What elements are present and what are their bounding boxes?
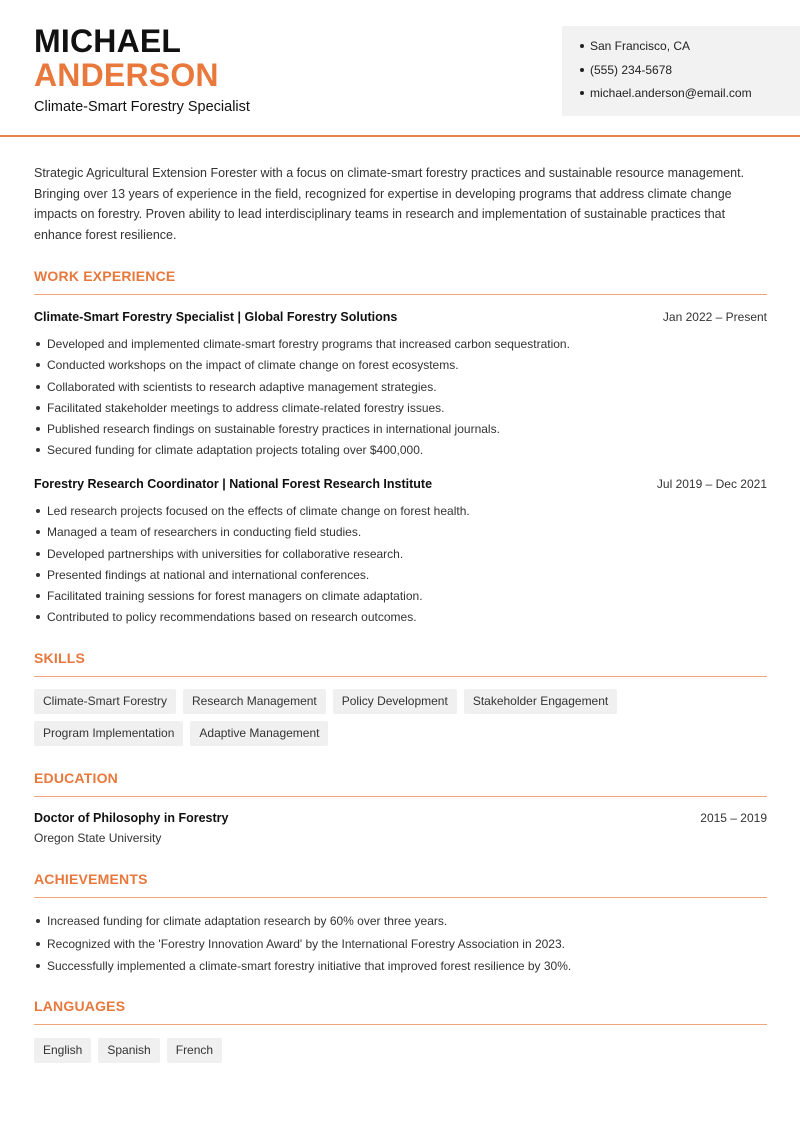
section-title-achievements: ACHIEVEMENTS [34,871,148,887]
section-title-languages: LANGUAGES [34,998,126,1014]
skill-tag: Research Management [183,689,326,714]
job-header [34,477,767,495]
list-item: Contributed to policy recommendations based on research outcomes. [34,609,767,630]
language-tag: French [167,1038,222,1063]
education-school: Oregon State University [34,831,162,845]
list-item: Collaborated with scientists to research adaptive management strategies. [34,379,767,400]
skill-tag: Adaptive Management [190,721,328,746]
list-item: Conducted workshops on the impact of climate change on forest ecosystems. [34,357,767,378]
section-title-skills: SKILLS [34,650,85,666]
job-role: Climate-Smart Forestry Specialist | Global Forestry Solutions [34,310,398,324]
section-divider [34,796,767,797]
section-divider [34,1024,767,1025]
job-bullets [34,503,767,631]
job-bullets [34,336,767,464]
job-title: Climate-Smart Forestry Specialist [34,99,250,115]
list-item: Facilitated training sessions for forest managers on climate adaptation. [34,588,767,609]
first-name: MICHAEL [34,23,182,59]
list-item: Facilitated stakeholder meetings to address climate-related forestry issues. [34,400,767,421]
skill-tag: Climate-Smart Forestry [34,689,176,714]
skill-tag: Program Implementation [34,721,183,746]
contact-email: michael.anderson@email.com [580,85,800,109]
list-item: Published research findings on sustainable forestry practices in international journals. [34,421,767,442]
list-item: Led research projects focused on the effects of climate change on forest health. [34,503,767,524]
list-item: Recognized with the 'Forestry Innovation Award' by the International Forestry Association in 2023. [34,936,767,959]
section-title-education: EDUCATION [34,770,118,786]
achievement-bullets [34,913,767,981]
list-item: Presented findings at national and international conferences. [34,567,767,588]
list-item: Developed partnerships with universities for collaborative research. [34,546,767,567]
section-divider [34,897,767,898]
education-degree: Doctor of Philosophy in Forestry [34,811,229,825]
list-item: Successfully implemented a climate-smart forestry initiative that improved forest resilience by 30%. [34,958,767,981]
list-item: Developed and implemented climate-smart forestry programs that increased carbon sequestration. [34,336,767,357]
resume-header [0,0,800,137]
list-item: Secured funding for climate adaptation projects totaling over $400,000. [34,442,767,463]
language-tag: Spanish [98,1038,159,1063]
candidate-name [34,24,219,92]
professional-summary: Strategic Agricultural Extension Forester with a focus on climate-smart forestry practices and sustainable resource management. Bringing over 13 years of experience in the field, recognized for expertise in developing programs that address climate change impacts on forestry. Proven ability to lead interdisciplinary teams in research and implementation of sustainable practices that enhance forest resilience. [34,166,745,242]
list-item: Managed a team of researchers in conducting field studies. [34,524,767,545]
section-divider [34,676,767,677]
language-tag: English [34,1038,91,1063]
list-item: Increased funding for climate adaptation research by 60% over three years. [34,913,767,936]
job-dates: Jan 2022 – Present [662,310,767,324]
skill-tag: Stakeholder Engagement [464,689,617,714]
contact-box [562,26,800,116]
contact-phone: (555) 234-5678 [580,62,800,86]
education-dates: 2015 – 2019 [700,811,767,825]
skills-list [34,689,774,753]
last-name: ANDERSON [34,57,219,93]
skill-tag: Policy Development [333,689,457,714]
job-dates: Jul 2019 – Dec 2021 [656,477,767,491]
section-title-work: WORK EXPERIENCE [34,268,176,284]
contact-location: San Francisco, CA [580,38,800,62]
job-header [34,310,767,328]
languages-list [34,1038,774,1070]
section-divider [34,294,767,295]
job-role: Forestry Research Coordinator | National Forest Research Institute [34,477,433,491]
